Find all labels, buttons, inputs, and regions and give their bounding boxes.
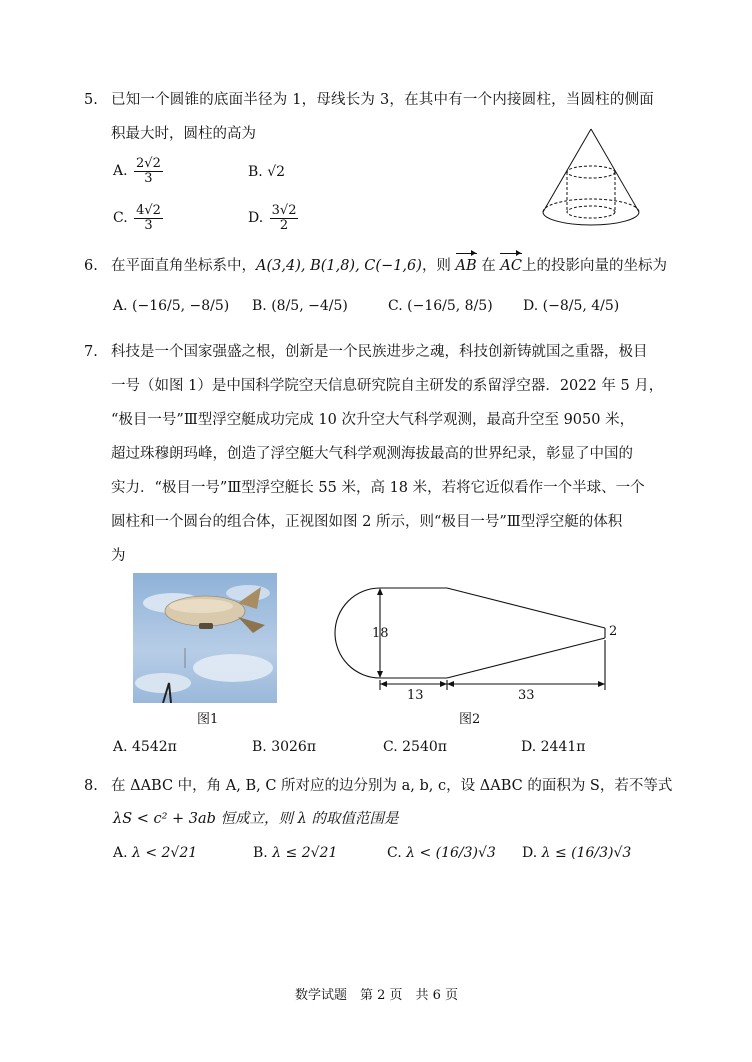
q7-line7: 为 — [111, 548, 126, 564]
airship-photo — [133, 573, 277, 703]
frustum-top-edge — [447, 588, 605, 628]
q6-number: 6. — [84, 258, 98, 274]
q6-option-a: A. (−16/5, −8/5) — [113, 298, 230, 314]
q8-option-a: A. λ < 2√21 — [113, 845, 198, 861]
q5-number: 5. — [84, 92, 98, 108]
q6-option-c: C. (−16/5, 8/5) — [388, 298, 493, 314]
q7-line4: 超过珠穆朗玛峰，创造了浮空艇大气科学观测海拔最高的世界纪录，彰显了中国的 — [111, 446, 633, 462]
cone-base-front — [543, 212, 639, 225]
q5-stem-line2: 积最大时，圆柱的高为 — [111, 126, 256, 142]
q6-option-b: B. (8/5, −4/5) — [252, 298, 348, 314]
q5-stem-line1: 已知一个圆锥的底面半径为 1，母线长为 3，在其中有一个内接圆柱，当圆柱的侧面 — [111, 92, 654, 108]
fig2-seg2-label: 33 — [518, 688, 535, 703]
q7-line5: 实力．“极目一号”Ⅲ型浮空艇长 55 米，高 18 米，若将它近似看作一个半球、一个 — [111, 480, 645, 496]
q7-option-c: C. 2540π — [383, 739, 447, 755]
q8-option-d: D. λ ≤ (16/3)√3 — [522, 845, 632, 861]
q5-option-d: D. $\frac{3√2}{2}$ — [248, 203, 297, 233]
q5-option-a: A. $\frac{2√2}{3}$ — [113, 156, 161, 186]
q6-stem: 在平面直角坐标系中，A(3,4), B(1,8), C(−1,6)，则 AB 在 AC上的投影向量的坐标为 — [111, 258, 667, 274]
q7-option-b: B. 3026π — [252, 739, 317, 755]
q7-option-d: D. 2441π — [521, 739, 586, 755]
q7-number: 7. — [84, 344, 98, 360]
fig2-seg1-label: 13 — [407, 688, 424, 703]
fig2-tip-label: 2 — [609, 624, 618, 639]
cylinder-bottom — [567, 206, 615, 218]
q7-line3: “极目一号”Ⅲ型浮空艇成功完成 10 次升空大气科学观测，最高升空至 9050 米， — [111, 412, 635, 428]
q8-line2: λS < c² + 3ab 恒成立，则 λ 的取值范围是 — [113, 811, 399, 827]
frustum-bottom-edge — [447, 638, 605, 678]
figure1-caption: 图1 — [197, 712, 219, 727]
q7-line1: 科技是一个国家强盛之根，创新是一个民族进步之魂，科技创新铸就国之重器，极目 — [111, 344, 648, 360]
q7-line6: 圆柱和一个圆台的组合体，正视图如图 2 所示，则“极目一号”Ⅲ型浮空艇的体积 — [111, 514, 623, 530]
q7-option-a: A. 4542π — [113, 739, 177, 755]
q5-option-b: B. √2 — [248, 164, 286, 180]
airship-gondola — [199, 623, 213, 629]
cylinder-top — [567, 166, 615, 178]
fig2-height-label: 18 — [372, 626, 389, 641]
q8-number: 8. — [84, 778, 98, 794]
q8-option-c: C. λ < (16/3)√3 — [387, 845, 496, 861]
figure2-caption: 图2 — [459, 712, 481, 727]
q8-line1: 在 ΔABC 中，角 A, B, C 所对应的边分别为 a, b, c，设 ΔABC 的面积为 S，若不等式 — [111, 778, 673, 794]
q6-option-d: D. (−8/5, 4/5) — [523, 298, 620, 314]
cone-cylinder-figure — [538, 126, 644, 232]
page-footer: 数学试题 第 2 页 共 6 页 — [295, 988, 459, 1003]
q8-option-b: B. λ ≤ 2√21 — [253, 845, 338, 861]
q5-option-c: C. $\frac{4√2}{3}$ — [113, 203, 161, 233]
q7-line2: 一号（如图 1）是中国科学院空天信息研究院自主研发的系留浮空器．2022 年 5 月， — [111, 378, 664, 394]
